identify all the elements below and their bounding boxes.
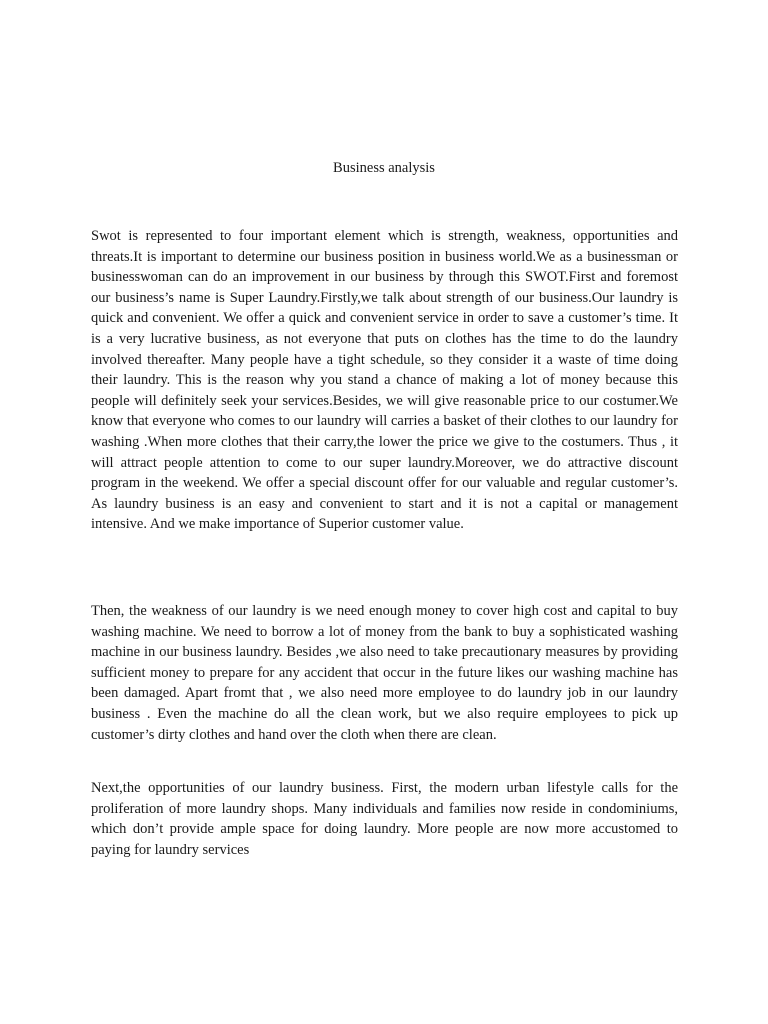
page-title: Business analysis (333, 160, 435, 176)
paragraph-strength: Swot is represented to four important element which is strength, weakness, opportunities and threats.It is important to determine our business position in business world.We as a businessman or businesswoman can do an improvement in our business by through this SWOT.First and foremost our business’s name is Super Laundry.Firstly,we talk about strength of our business.Our laundry is quick and convenient. We offer a quick and convenient service in order to save a customer’s time. It is a very lucrative business, as not everyone that puts on clothes has the time to do the laundry involved thereafter. Many people have a tight schedule, so they consider it a waste of time doing their laundry. This is the reason why you stand a chance of making a lot of money because this people will definitely seek your services.Besides, we will give reasonable price to our costumer.We know that everyone who comes to our laundry will carries a basket of their clothes to our laundry for washing .When more clothes that their carry,the lower the price we give to the costumers. Thus , it will attract people attention to come to our super laundry.Moreover, we do attractive discount program in the weekend. We offer a special discount offer for our valuable and regular customer’s. As laundry business is an easy and convenient to start and it is not a capital or management intensive. And we make importance of Superior customer value. (91, 228, 678, 533)
paragraph-weakness: Then, the weakness of our laundry is we need enough money to cover high cost and capital to buy washing machine. We need to borrow a lot of money from the bank to buy a sophisticated washing machine in our business laundry. Besides ,we also need to take precautionary measures by providing sufficient money to prepare for any accident that occur in the future likes our washing machine has been damaged. Apart fromt that , we also need more employee to do laundry job in our laundry business . Even the machine do all the clean work, but we also require employees to pick up customer’s dirty clothes and hand over the cloth when there are clean. (91, 603, 678, 743)
paragraph-opportunities: Next,the opportunities of our laundry business. First, the modern urban lifestyle calls for the proliferation of more laundry shops. Many individuals and families now reside in condominiums, which don’t provide ample space for doing laundry. More people are now more accustomed to paying for laundry services (91, 780, 678, 858)
